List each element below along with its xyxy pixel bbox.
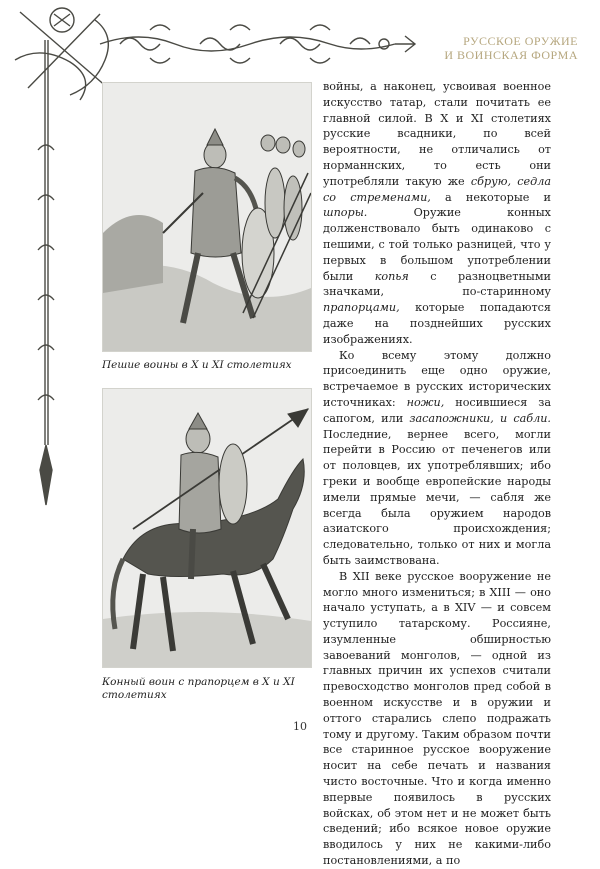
running-header-line1: РУССКОЕ ОРУЖИЕ <box>463 34 578 48</box>
text-run: В XII веке русское вооружение не могло много измениться; в XIII — оно начало уступать, а в XIV — и совсем уступило татарскому. Россияне, изумленные обширностью завоеваний монголов, — одной из главных причин их успехов считали превосходство монголов пред собой в военном искусстве и в оружии и оттого старались слепо подражать тому и другому. Таким образом почти все старинное русское вооружение носит на себе печать и названия чисто восточные. Что и когда именно впервые появилось в русских войсках, об этом нет и не может быть сведений; ибо всякое новое оружие вводилось у них не какими-либо постановлениями, а по <box>323 569 551 868</box>
emphasized-term: копья <box>374 269 409 283</box>
text-run: Ко всему этому должно присоединить еще одно оружие, встречаемое в русских исторических источниках: <box>323 348 551 409</box>
caption-foot-soldiers: Пешие воины в X и XI столетиях <box>102 359 292 371</box>
emphasized-term: шпоры. <box>323 206 368 220</box>
illustration-mounted-warrior <box>102 388 312 668</box>
text-run: с разноцветными значками, по-старинному <box>323 269 551 299</box>
emphasized-term: ножи, <box>406 395 445 409</box>
mounted-warrior-engraving <box>103 389 311 667</box>
illustration-foot-soldiers <box>102 82 312 352</box>
foot-soldiers-engraving <box>103 83 311 351</box>
text-run: которые попадаются даже на позднейших русских изображениях. <box>323 301 551 346</box>
emphasized-term: сбрую, седла со стременами, <box>323 174 551 204</box>
emphasized-term: прапорцами, <box>323 301 400 315</box>
emphasized-term: засапожники, и сабли. <box>409 411 551 425</box>
paragraph <box>323 79 551 348</box>
main-text-column <box>323 79 551 869</box>
text-run: а некоторые и <box>430 190 551 204</box>
running-header <box>428 34 578 62</box>
page-number: 10 <box>293 720 307 733</box>
caption-mounted-warrior: Конный воин с прапорцем в X и XI столетиях <box>102 676 295 701</box>
text-run: Последние, вернее всего, могли перейти в Россию от печенегов или от половцев, их употреблявших; ибо греки и вообще европейские народы имели прямые мечи, — сабля же всегда была оружием народов азиатского происхождения; следовательно, только от них и могла быть заимствована. <box>323 427 551 567</box>
text-run: войны, а наконец, усвоивая военное искусство татар, стали почитать ее главной силой. В X и XI столетиях русские всадники, по всей вероятности, не отличались от норманнских, то есть они употребляли такую же <box>323 80 551 188</box>
paragraph <box>323 569 551 869</box>
paragraph <box>323 348 551 569</box>
running-header-line2: И ВОИНСКАЯ ФОРМА <box>444 48 578 62</box>
text-run: Оружие конных долженствовало быть одинаково с пешими, с той только разницей, что у первых в большом употреблении были <box>323 206 551 283</box>
text-run: носившиеся за сапогом, или <box>323 395 551 425</box>
